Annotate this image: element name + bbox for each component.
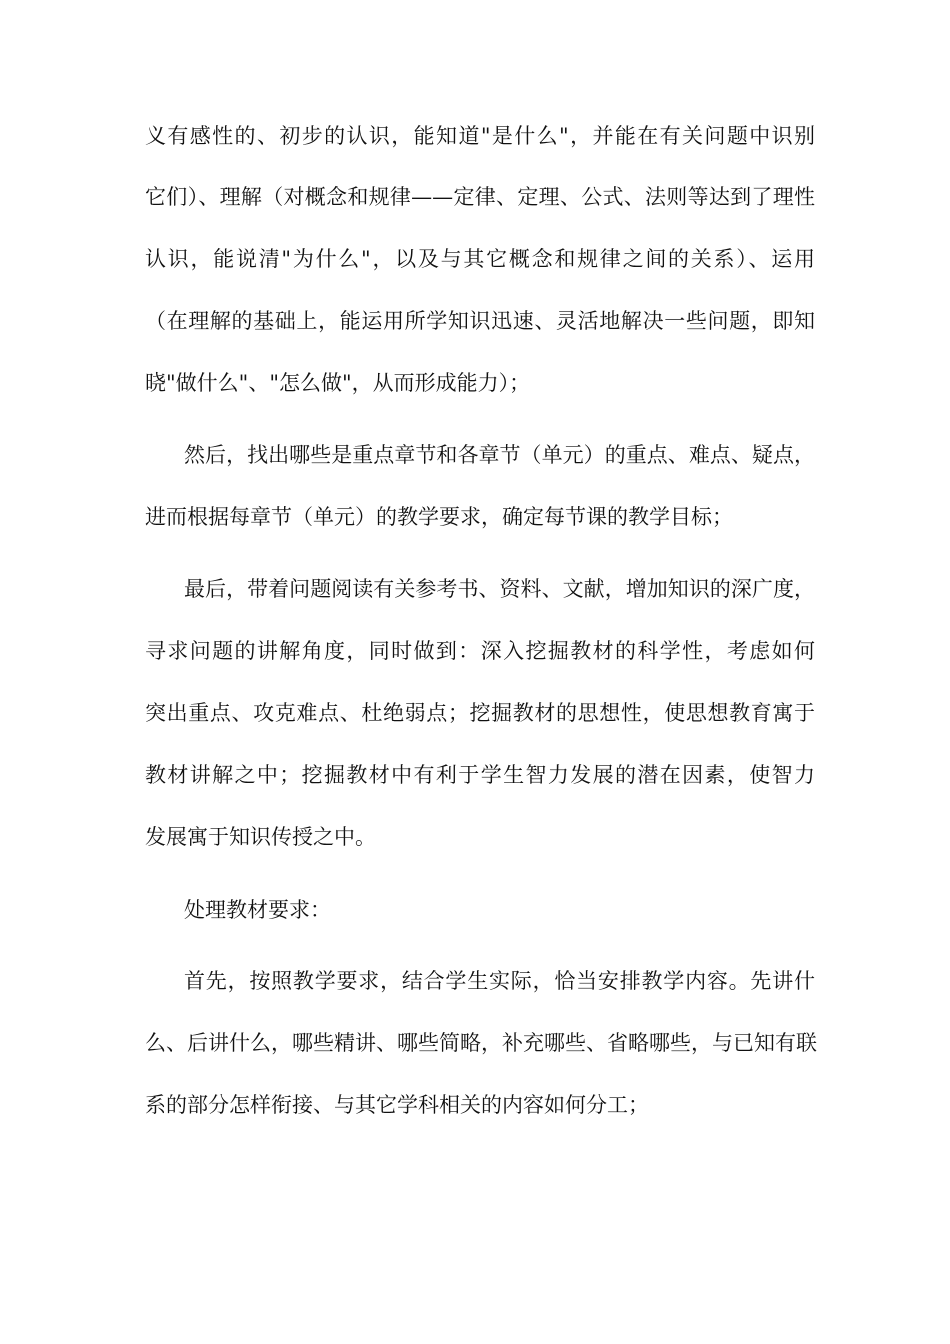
section-heading: 处理教材要求：	[184, 898, 331, 922]
text-line: 义有感性的、初步的认识，能知道"是什么"，并能在有关问题中识别	[145, 124, 815, 148]
text-line: 寻求问题的讲解角度，同时做到：深入挖掘教材的科学性，考虑如何	[145, 639, 815, 663]
text-line: 系的部分怎样衔接、与其它学科相关的内容如何分工；	[145, 1093, 649, 1117]
text-line: （在理解的基础上，能运用所学知识迅速、灵活地解决一些问题，即知	[145, 309, 815, 333]
text-line: 么、后讲什么，哪些精讲、哪些简略，补充哪些、省略哪些，与已知有联	[145, 1031, 817, 1055]
text-line: 认识，能说清"为什么"，以及与其它概念和规律之间的关系）、运用	[145, 247, 815, 271]
paragraph-first-line: 最后，带着问题阅读有关参考书、资料、文献，增加知识的深广度，	[184, 577, 815, 601]
text-line: 教材讲解之中；挖掘教材中有利于学生智力发展的潜在因素，使智力	[145, 763, 815, 787]
text-line: 它们）、理解（对概念和规律——定律、定理、公式、法则等达到了理性	[145, 185, 815, 209]
text-line: 进而根据每章节（单元）的教学要求，确定每节课的教学目标；	[145, 505, 733, 529]
text-line: 发展寓于知识传授之中。	[145, 825, 376, 849]
paragraph-first-line: 然后，找出哪些是重点章节和各章节（单元）的重点、难点、疑点，	[184, 443, 815, 467]
paragraph-first-line: 首先，按照教学要求，结合学生实际，恰当安排教学内容。先讲什	[184, 969, 815, 993]
text-line: 晓"做什么"、"怎么做"，从而形成能力）；	[145, 371, 531, 395]
text-line: 突出重点、攻克难点、杜绝弱点；挖掘教材的思想性，使思想教育寓于	[145, 701, 815, 725]
